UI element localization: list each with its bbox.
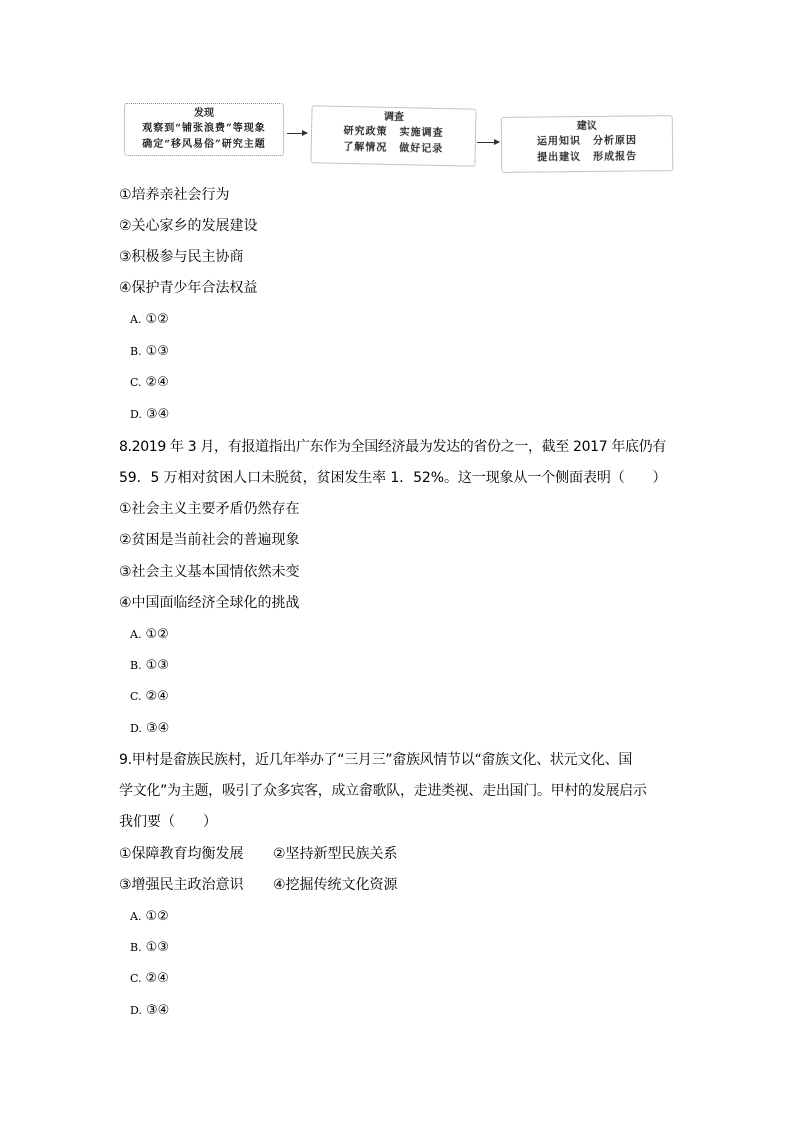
option-label: D.: [130, 722, 142, 735]
option-value: ①②: [145, 909, 169, 924]
diagram-text: 运用知识: [536, 136, 582, 148]
q8-stem-line-2: 59．5 万相对贫困人口未脱贫，贫困发生率 1．52%。这一现象从一个侧面表明（ ）: [119, 470, 667, 486]
q8-option-b[interactable]: [130, 658, 169, 674]
diagram-box-line: [125, 137, 283, 153]
q7-option-a[interactable]: [130, 312, 169, 328]
q9-statement-3: ③增强民主政治意识: [119, 877, 244, 893]
q7-option-c[interactable]: [130, 375, 169, 391]
q9-stem-line-3: 我们要（ ）: [119, 814, 217, 830]
option-label: C.: [130, 690, 142, 703]
diagram-box-line: [502, 133, 672, 151]
q9-option-d[interactable]: [130, 1003, 169, 1019]
diagram-box-investigate: [310, 105, 476, 166]
q8-statement-2: ②贫困是当前社会的普遍现象: [119, 532, 300, 548]
diagram-text: 形成报告: [593, 151, 638, 163]
q9-statement-2: ②坚持新型民族关系: [273, 846, 398, 862]
option-value: ③④: [145, 407, 170, 422]
q8-statement-4: ④中国面临经济全球化的挑战: [119, 595, 300, 611]
q8-option-c[interactable]: [130, 689, 169, 705]
q9-statement-1: ①保障教育均衡发展: [119, 846, 244, 862]
diagram-text: 了解情况: [343, 141, 388, 154]
q9-statement-row-1: [119, 846, 398, 862]
diagram-box-suggest: [501, 115, 674, 173]
q8-option-d[interactable]: [130, 721, 169, 737]
q7-statement-2: ②关心家乡的发展建设: [119, 218, 258, 234]
diagram-box-line: [502, 149, 672, 167]
q9-option-a[interactable]: [130, 909, 169, 925]
q9-statement-row-2: [119, 877, 398, 893]
q9-statement-4: ④挖掘传统文化资源: [273, 877, 398, 893]
diagram-text: 做好记录: [399, 143, 444, 156]
q7-statement-1: ①培养亲社会行为: [119, 187, 230, 203]
diagram-box-line: [312, 139, 475, 158]
diagram-text: 研究政策: [343, 125, 388, 138]
option-value: ①②: [145, 312, 169, 327]
q8-stem-line-1: 8.2019 年 3 月，有报道指出广东作为全国经济最为发达的省份之一，截至 2017 年底仍有: [119, 439, 666, 455]
diagram-box-line: [125, 121, 283, 137]
option-label: B.: [130, 659, 142, 672]
diagram-text: 观察到“铺张浪费”等现象: [142, 123, 266, 134]
option-label: B.: [130, 941, 142, 954]
q9-stem-line-2: 学文化”为主题，吸引了众多宾客，成立畲歌队，走进类视、走出国门。甲村的发展启示: [119, 783, 647, 799]
q8-statement-3: ③社会主义基本国情依然未变: [119, 564, 300, 580]
option-value: ③④: [145, 721, 170, 736]
diagram-box-title: 调查: [383, 111, 405, 124]
arrow-right-icon: [287, 133, 307, 134]
q7-statement-3: ③积极参与民主协商: [119, 249, 244, 265]
q9-option-b[interactable]: [130, 940, 169, 956]
arrow-right-icon: [477, 142, 499, 143]
q7-option-d[interactable]: [130, 407, 169, 423]
option-label: A.: [130, 313, 142, 326]
option-value: ①②: [145, 627, 169, 642]
diagram-text: 分析原因: [592, 135, 638, 147]
option-value: ①③: [145, 658, 169, 673]
option-label: A.: [130, 628, 142, 641]
option-value: ②④: [145, 375, 169, 390]
option-value: ①③: [145, 940, 169, 955]
diagram-text: 提出建议: [537, 152, 582, 164]
option-value: ①③: [145, 344, 169, 359]
option-value: ②④: [145, 689, 169, 704]
q8-option-a[interactable]: [130, 627, 169, 643]
option-label: D.: [130, 1004, 142, 1017]
option-label: C.: [130, 972, 142, 985]
q7-statement-4: ④保护青少年合法权益: [119, 280, 258, 296]
q9-option-c[interactable]: [130, 971, 169, 987]
diagram-text: 确定“移风易俗”研究主题: [142, 139, 266, 150]
option-label: C.: [130, 376, 142, 389]
option-value: ③④: [145, 1003, 170, 1018]
q7-option-b[interactable]: [130, 344, 169, 360]
diagram-text: 实施调查: [399, 127, 444, 140]
research-flow-diagram: [120, 98, 680, 178]
diagram-box-discover: [124, 103, 284, 156]
q9-stem-line-1: 9.甲村是畲族民族村，近几年举办了“三月三”畲族风情节以“畲族文化、状元文化、国: [119, 752, 633, 768]
diagram-box-title: 发现: [194, 108, 214, 119]
option-label: B.: [130, 345, 142, 358]
option-label: A.: [130, 910, 142, 923]
q8-statement-1: ①社会主义主要矛盾仍然存在: [119, 501, 300, 517]
option-label: D.: [130, 408, 142, 421]
diagram-box-title: 建议: [576, 120, 597, 133]
option-value: ②④: [145, 971, 169, 986]
